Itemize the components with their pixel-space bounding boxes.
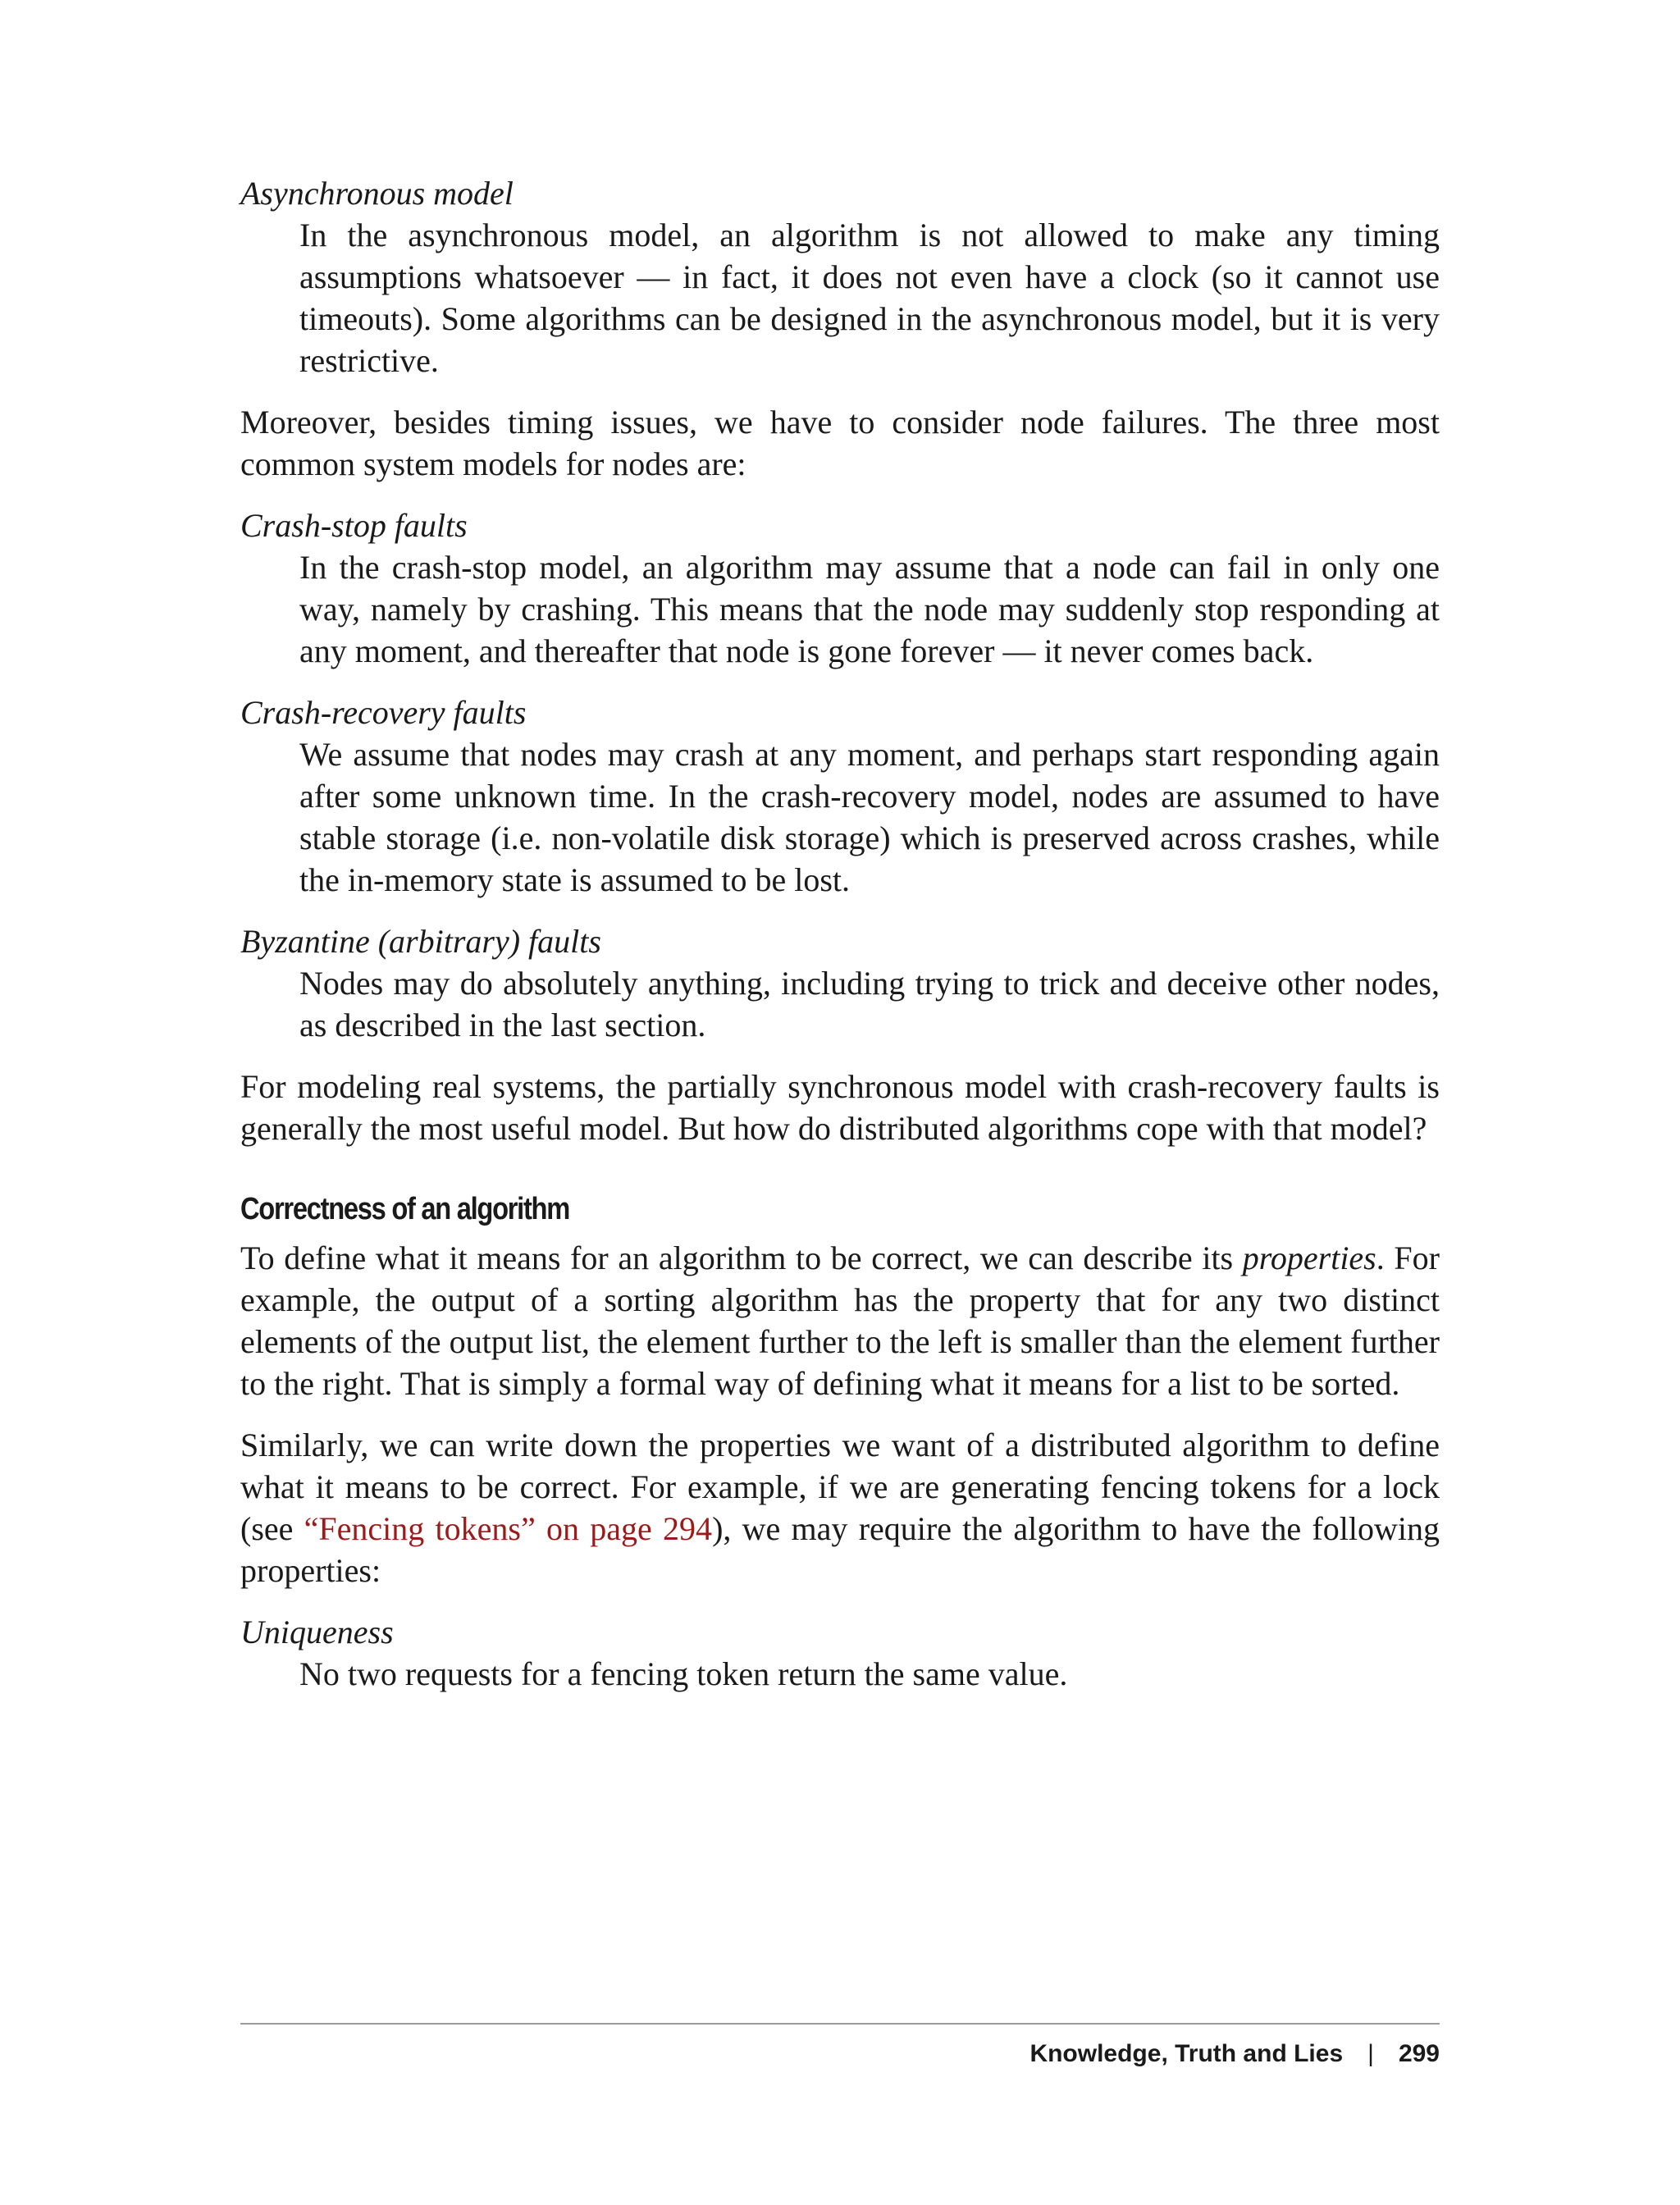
footer-rule xyxy=(240,2023,1440,2025)
paragraph-moreover: Moreover, besides timing issues, we have to consider node failures. The three most common system models for nodes are: xyxy=(240,404,1440,482)
term-uniqueness: Uniqueness xyxy=(240,1614,394,1650)
similarly-text-start: Similarly, we can write down the properties we want of a distributed algorithm to define what it means to be correct. For example, if we are generating fencing tokens for a lock (see xyxy=(240,1427,1440,1547)
paragraph-similarly xyxy=(240,1424,1440,1591)
footer-chapter-title: Knowledge, Truth and Lies xyxy=(1029,2040,1344,2067)
define-emphasis: properties xyxy=(1242,1239,1376,1276)
footer-page-number: 299 xyxy=(1398,2040,1440,2067)
cross-reference-link[interactable]: “Fencing tokens” on page 294 xyxy=(304,1510,713,1547)
page-footer xyxy=(240,2038,1440,2070)
footer-separator: | xyxy=(1367,2040,1374,2067)
paragraph-define xyxy=(240,1237,1440,1404)
term-byzantine: Byzantine (arbitrary) faults xyxy=(240,923,601,960)
definition-uniqueness: No two requests for a fencing token return the same value. xyxy=(299,1655,1068,1692)
definition-crash-recovery: We assume that nodes may crash at any moment, and perhaps start responding again after some unknown time. In the crash-recovery model, nodes are assumed to have stable storage (i.e. non-volatile disk storage) which is preserved across crashes, while the in-memory state is assumed to be lost. xyxy=(299,736,1440,898)
define-text-start: To define what it means for an algorithm to be correct, we can describe its xyxy=(240,1239,1243,1276)
define-text-end: . For example, the output of a sorting algorithm has the property that for any two distinct elements of the output list, the element further to the left is smaller than the element further to the right. That is simply a formal way of defining what it means for a list to be sorted. xyxy=(240,1239,1440,1402)
definition-byzantine: Nodes may do absolutely anything, including trying to trick and deceive other nodes, as described in the last section. xyxy=(299,965,1440,1043)
term-crash-stop: Crash-stop faults xyxy=(240,507,468,544)
section-heading: Correctness of an algorithm xyxy=(240,1192,569,1226)
definition-asynchronous-model: In the asynchronous model, an algorithm is not allowed to make any timing assumptions whatsoever — in fact, it does not even have a clock (so it cannot use timeouts). Some algorithms can be designed in the asynchronous model, but it is very restrictive. xyxy=(299,217,1440,379)
term-asynchronous-model: Asynchronous model xyxy=(240,175,514,212)
definition-crash-stop: In the crash-stop model, an algorithm may assume that a node can fail in only one way, namely by crashing. This means that the node may suddenly stop responding at any moment, and thereafter that node is gone forever — it never comes back. xyxy=(299,549,1440,669)
page-body xyxy=(240,172,1440,1695)
term-crash-recovery: Crash-recovery faults xyxy=(240,694,527,731)
similarly-text-end: ), we may require the algorithm to have the following properties: xyxy=(240,1510,1440,1589)
paragraph-modeling: For modeling real systems, the partially synchronous model with crash-recovery faults is generally the most useful model. But how do distributed algorithms cope with that model? xyxy=(240,1068,1440,1147)
